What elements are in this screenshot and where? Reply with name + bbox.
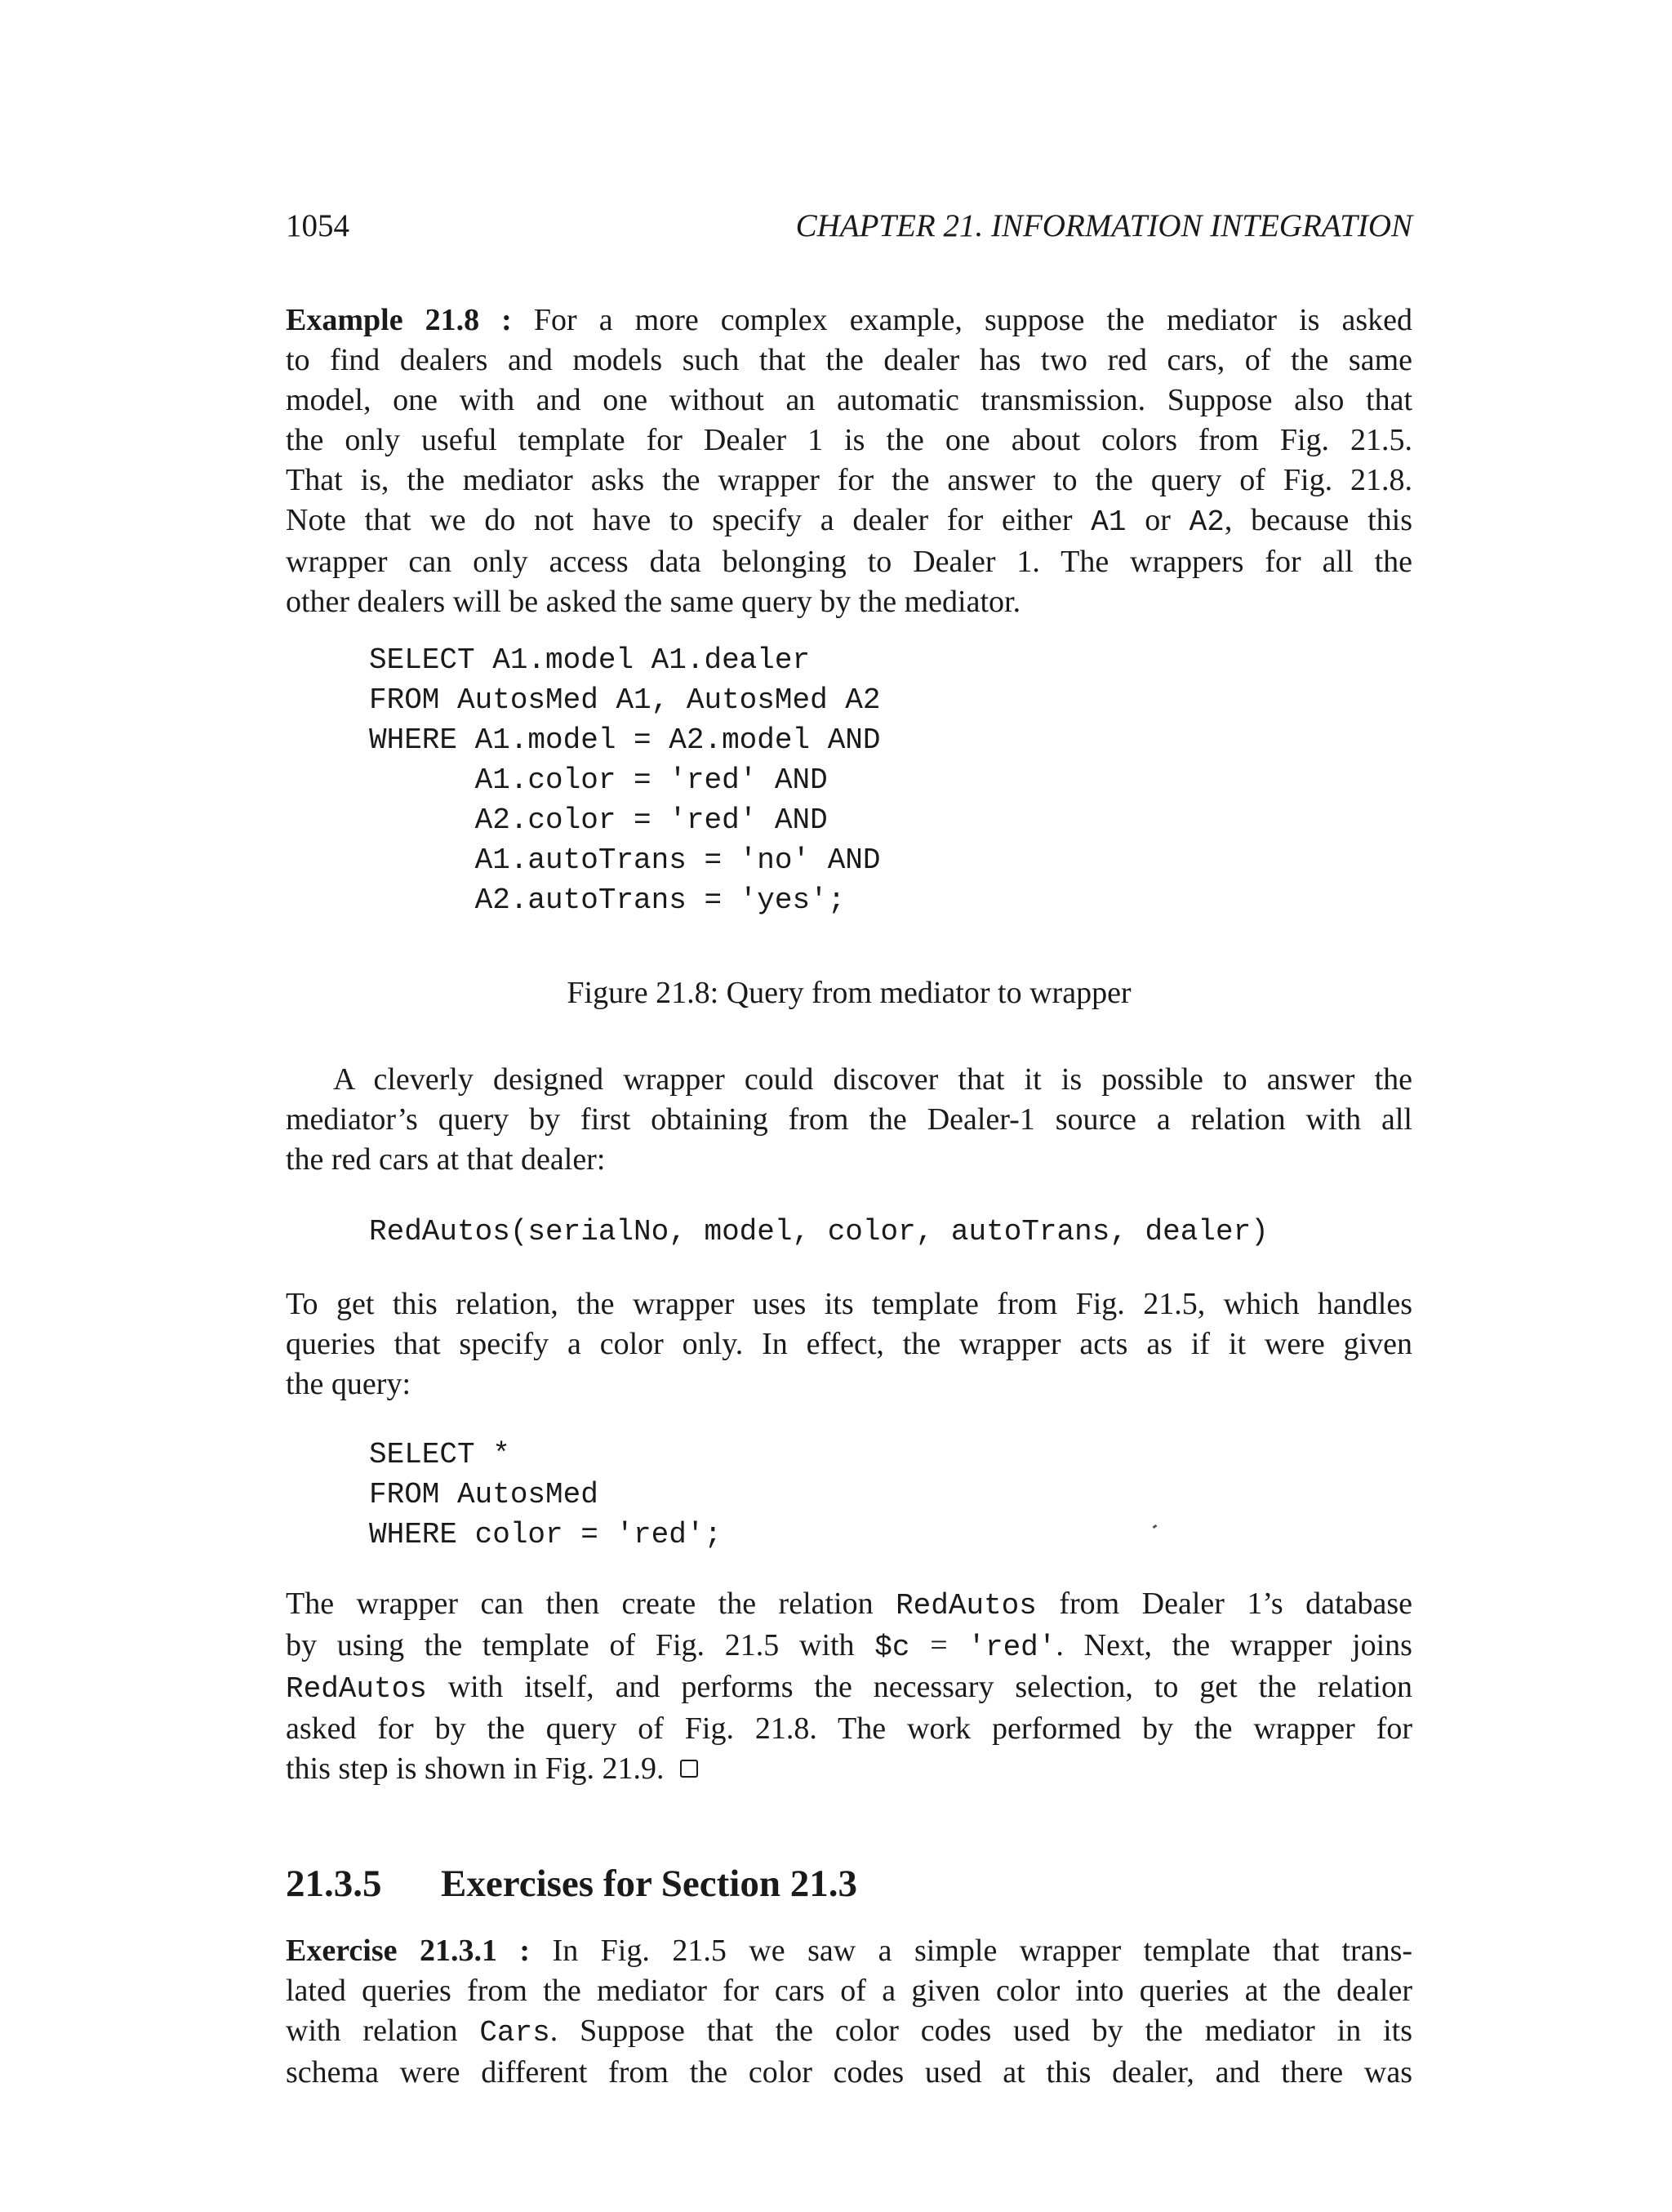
text-line: schema were different from the color codes used at this dealer, and there was	[286, 2055, 1412, 2090]
text-line: with relation Cars. Suppose that the color codes used by the mediator in its	[286, 2014, 1413, 2050]
example-paragraph	[286, 300, 1412, 622]
scan-speck	[1153, 1524, 1158, 1529]
text-line: mediator’s query by first obtaining from the Dealer-1 source a relation with all	[286, 1102, 1412, 1137]
text-line: wrapper can only access data belonging to Dealer 1. The wrappers for all the	[286, 545, 1412, 579]
running-header	[286, 206, 1412, 247]
exercise-label: Exercise 21.3.1 :	[286, 1934, 531, 1968]
end-of-example-icon	[680, 1760, 698, 1778]
text-line: the only useful template for Dealer 1 is the one about colors from Fig. 21.5.	[286, 423, 1412, 457]
text-line: Exercise 21.3.1 : In Fig. 21.5 we saw a simple wrapper template that trans-	[286, 1934, 1413, 1968]
code-line: WHERE color = 'red';	[369, 1518, 723, 1551]
code-line: SELECT *	[369, 1438, 510, 1471]
paragraph-template-use	[286, 1284, 1412, 1404]
text-line: RedAutos with itself, and performs the necessary selection, to get the relation	[286, 1670, 1412, 1706]
code-line: A1.color = 'red' AND	[369, 763, 828, 797]
select-code-block	[369, 1435, 722, 1555]
figure-caption: Figure 21.8: Query from mediator to wrapper	[567, 976, 1132, 1010]
text-line: asked for by the query of Fig. 21.8. The work performed by the wrapper for	[286, 1711, 1412, 1746]
text-line: That is, the mediator asks the wrapper for the answer to the query of Fig. 21.8.	[286, 463, 1412, 497]
text-line: lated queries from the mediator for cars of a given color into queries at the dealer	[286, 1974, 1412, 2008]
text-line: To get this relation, the wrapper uses its template from Fig. 21.5, which handles	[286, 1287, 1412, 1321]
query-code-block	[369, 640, 881, 920]
text-line: Note that we do not have to specify a dealer for either A1 or A2, because this	[286, 503, 1413, 539]
text-line: this step is shown in Fig. 21.9.	[286, 1749, 1412, 1789]
code-line: FROM AutosMed	[369, 1478, 598, 1511]
section-title: Exercises for Section 21.3	[441, 1863, 857, 1905]
text-line: to find dealers and models such that the dealer has two red cars, of the same	[286, 343, 1412, 377]
section-number: 21.3.5	[286, 1863, 382, 1905]
example-label: Example 21.8 :	[286, 303, 512, 337]
code-line: WHERE A1.model = A2.model AND	[369, 723, 881, 757]
page-number: 1054	[286, 208, 349, 243]
exercise-paragraph	[286, 1931, 1412, 2093]
text-line: by using the template of Fig. 21.5 with $c = 'red'. Next, the wrapper joins	[286, 1628, 1412, 1664]
text-line: The wrapper can then create the relation RedAutos from Dealer 1’s database	[286, 1587, 1412, 1622]
section-heading	[286, 1859, 1412, 1908]
text-line: queries that specify a color only. In effect, the wrapper acts as if it were given	[286, 1327, 1412, 1361]
paragraph-wrapper-discovery	[286, 1060, 1412, 1180]
code-line: A2.autoTrans = 'yes';	[369, 883, 846, 917]
code-line: A1.autoTrans = 'no' AND	[369, 843, 881, 877]
paragraph-join	[286, 1584, 1412, 1789]
text-line: the red cars at that dealer:	[286, 1142, 606, 1177]
text-line: other dealers will be asked the same query by the mediator.	[286, 585, 1021, 619]
text-line: model, one with and one without an automatic transmission. Suppose also that	[286, 383, 1412, 417]
code-line: A2.color = 'red' AND	[369, 803, 828, 837]
text-line: the query:	[286, 1367, 411, 1401]
code-line: SELECT A1.model A1.dealer	[369, 643, 811, 677]
code-line: FROM AutosMed A1, AutosMed A2	[369, 683, 881, 717]
text-line: Example 21.8 : For a more complex example, suppose the mediator is asked	[286, 303, 1412, 337]
running-head: CHAPTER 21. INFORMATION INTEGRATION	[795, 208, 1412, 243]
text-line: A cleverly designed wrapper could discover that it is possible to answer the	[333, 1062, 1412, 1097]
redautos-schema: RedAutos(serialNo, model, color, autoTrans, dealer)	[369, 1215, 1269, 1248]
